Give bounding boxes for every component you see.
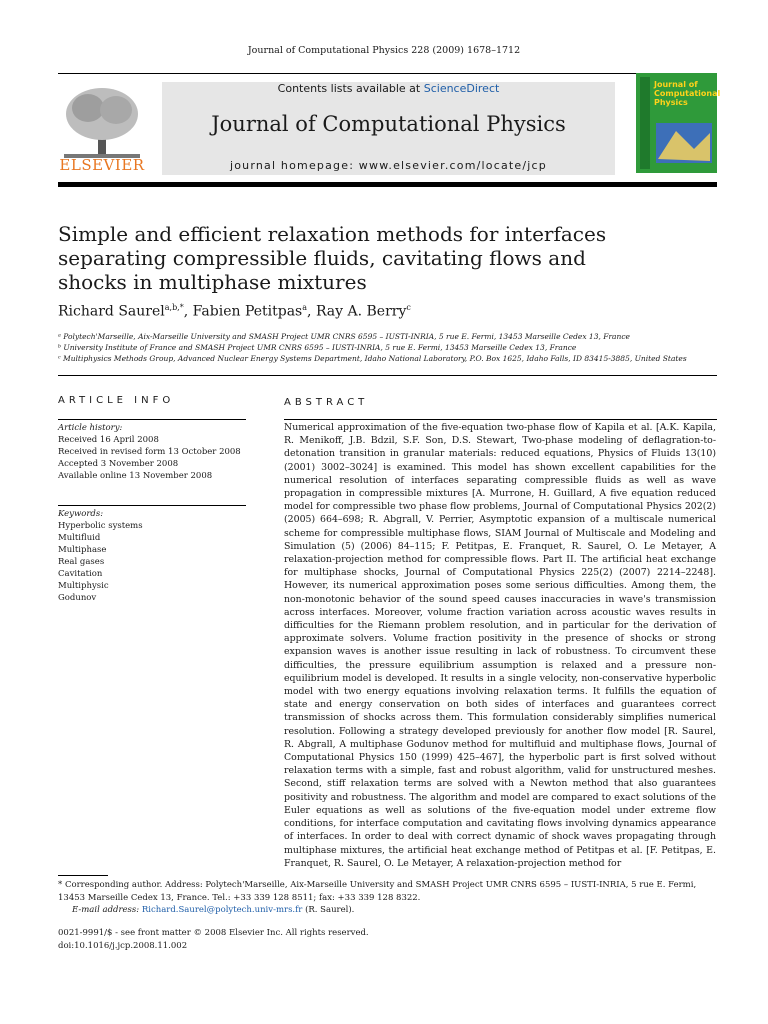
publication-info: [58, 927, 369, 952]
title-line: Simple and efficient relaxation methods for interfaces: [58, 222, 607, 246]
section-rule: [58, 375, 717, 376]
affiliation: ᵇ University Institute of France and SMASH Project UMR CNRS 6595 – IUSTI-INRIA, 5 rue E. Fermi, 13453 Marseille Cedex 13, France: [58, 343, 577, 352]
article-info-heading: ARTICLE INFO: [58, 395, 175, 406]
history-item: Received 16 April 2008: [58, 435, 159, 445]
elsevier-logo: [58, 80, 146, 176]
keywords-label: Keywords:: [58, 509, 104, 519]
title-line: separating compressible fluids, cavitating flows and: [58, 246, 586, 270]
email-link[interactable]: Richard.Saurel@polytech.univ-mrs.fr: [141, 905, 303, 915]
keyword: Godunov: [58, 593, 97, 603]
keyword: Hyperbolic systems: [58, 521, 143, 531]
footnotes: [58, 879, 717, 917]
history-item: Available online 13 November 2008: [58, 471, 213, 481]
history-item: Received in revised form 13 October 2008: [58, 447, 241, 457]
contents-prefix: Contents lists available at: [277, 82, 424, 95]
title-line: shocks in multiphase mixtures: [58, 270, 367, 294]
author-affiliation-marker: c: [406, 303, 411, 312]
journal-title: Journal of Computational Physics: [211, 112, 566, 136]
elsevier-wordmark: ELSEVIER: [59, 156, 145, 174]
top-rule: [58, 73, 717, 74]
email-suffix: (R. Saurel).: [305, 905, 355, 915]
keywords: [58, 508, 248, 604]
history-item: Accepted 3 November 2008: [58, 459, 179, 469]
abstract-body: Numerical approximation of the five-equation two-phase flow of Kapila et al. [A.K. Kapila, R. Menikoff, J.B. Bdzil, S.F. Son, D.S. Stewart, Two-phase modeling of deflagration-to-detonation transition in granular materials: reduced equations, Physics of Fluids 13(10) (2001) 3002–3024] is examined. This model has shown excellent capabilities for the numerical resolution of interfaces separating compressible fluids as well as wave propagation in compressible mixtures [A. Murrone, H. Guillard, A five equation reduced model for compressible two phase flow problems, Journal of Computational Physics 202(2) (2005) 664–698; R. Abgrall, V. Perrier, Asymptotic expansion of a multiscale numerical scheme for compressible multiphase flows, SIAM Journal of Multiscale and Modeling and Simulation (5) (2006) 84–115; F. Petitpas, E. Franquet, R. Saurel, O. Le Metayer, A relaxation-projection method for compressible flows. Part II. The artificial heat exchange for multiphase shocks, Journal of Computational Physics 225(2) (2007) 2214–2248]. However, its numerical approximation poses some serious difficulties. Among them, the non-monotonic behavior of the sound speed causes inaccuracies in wave's transmission across interfaces. Moreover, volume fraction variation across acoustic waves results in difficulties for the Riemann problem resolution, and in particular for the derivation of approximate solvers. Volume fraction positivity in the presence of shocks or strong expansion waves is another issue resulting in lack of robustness. To circumvent these difficulties, the pressure equilibrium assumption is relaxed and a pressure non-equilibrium model is developed. It results in a single velocity, non-conservative hyperbolic model with two energy equations involving relaxation terms. It fulfills the equation of state and energy conservation on both sides of interfaces and guarantees correct transmission of shocks across them. This formulation considerably simplifies numerical resolution. Following a strategy developed previously for another flow model [R. Saurel, R. Abgrall, A multiphase Godunov method for multifluid and multiphase flows, Journal of Computational Physics 150 (1999) 425–467], the hyperbolic part is first solved without relaxation terms with a simple, fast and robust algorithm, valid for unstructured meshes. Second, stiff relaxation terms are solved with a Newton method that also guarantees positivity and robustness. The algorithm and model are compared to exact solutions of the Euler equations as well as solutions of the five-equation model under extreme flow conditions, for interface computation and cavitating flows involving dynamics appearance of interfaces. In order to deal with correct dynamic of shock waves propagating through multiphase mixtures, the artificial heat exchange method of Petitpas et al. [F. Petitpas, E. Franquet, R. Saurel, O. Le Metayer, A relaxation-projection method for: [284, 422, 716, 869]
affiliation: ᶜ Multiphysics Methods Group, Advanced Nuclear Energy Systems Department, Idaho National Laboratory, P.O. Box 1625, Idaho Falls, ID 83415-3885, United States: [58, 354, 687, 363]
sciencedirect-link[interactable]: ScienceDirect: [423, 82, 500, 95]
doi-line[interactable]: doi:10.1016/j.jcp.2008.11.002: [58, 940, 188, 951]
keyword: Real gases: [58, 557, 105, 567]
cover-title: Journal of Computational Physics: [654, 80, 721, 107]
footnote-rule: [58, 875, 108, 876]
author-name: Ray A. Berry: [315, 303, 407, 320]
author-name: Richard Saurel: [58, 303, 165, 320]
keyword: Multiphysic: [58, 581, 109, 591]
abstract-heading: ABSTRACT: [284, 397, 369, 408]
email-note: [58, 904, 717, 917]
history-label: Article history:: [58, 423, 123, 433]
article-title: [58, 222, 698, 294]
issn-line: 0021-9991/$ - see front matter © 2008 Elsevier Inc. All rights reserved.: [58, 928, 369, 938]
author-list: Richard Saurel$^{a,b,*}$, Fabien Petitpas$^a$, Ray A. Berry$^c$: [58, 303, 411, 320]
contents-line: [162, 82, 615, 95]
section-rule: [58, 419, 246, 420]
running-head: Journal of Computational Physics 228 (2009) 1678–1712: [247, 45, 521, 56]
affiliation: ᵃ Polytech'Marseille, Aix-Marseille University and SMASH Project UMR CNRS 6595 – IUSTI-INRIA, 5 rue E. Fermi, 13453 Marseille Cedex 13, France: [58, 332, 630, 341]
journal-homepage-link[interactable]: journal homepage: www.elsevier.com/locate/jcp: [229, 159, 547, 172]
keyword: Cavitation: [58, 569, 103, 579]
keyword: Multifluid: [58, 533, 101, 543]
section-rule: [58, 505, 246, 506]
section-rule: [284, 419, 717, 420]
author-name: Fabien Petitpas: [192, 303, 303, 320]
article-history: [58, 422, 248, 482]
keyword: Multiphase: [58, 545, 107, 555]
corresponding-author-note: * Corresponding author. Address: Polytech'Marseille, Aix-Marseille University and SMASH Project UMR CNRS 6595 – IUSTI-INRIA, 5 rue E. Fermi, 13453 Marseille Cedex 13, France. Tel.: +33 339 128 8511; fax: +33 339 128 8322.: [58, 880, 697, 903]
author-affiliation-marker: a,b,*: [164, 303, 184, 312]
header-thick-rule: [58, 182, 717, 187]
email-label: E-mail address:: [72, 905, 140, 915]
author-affiliation-marker: a: [302, 303, 308, 312]
